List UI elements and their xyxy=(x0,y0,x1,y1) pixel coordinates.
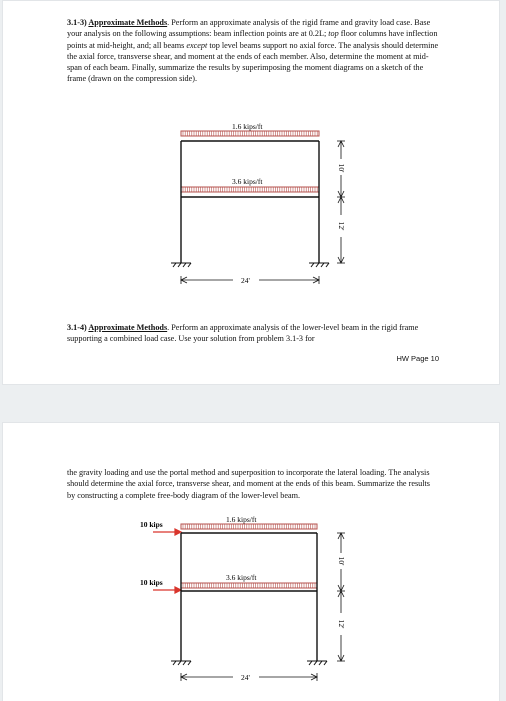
hw-page-footer: HW Page 10 xyxy=(396,354,439,363)
story-dimensions xyxy=(337,533,345,661)
rigid-frame xyxy=(181,141,319,263)
problem-3-1-4-text xyxy=(67,322,439,345)
span-label: 24' xyxy=(241,276,250,285)
top-load-label: 1.6 kips/ft xyxy=(226,515,257,524)
next-problem-title: Approximate Methods xyxy=(88,323,168,332)
lateral-load-bottom-label: 10 kips xyxy=(140,578,163,587)
next-problem-number: 3.1-4) xyxy=(67,323,87,332)
problem-body-part2: floor columns have inflection points at mid-height, and; all beams xyxy=(67,29,438,50)
lateral-load-top-arrow xyxy=(153,529,181,535)
right-fixed-support xyxy=(309,263,329,267)
problem-number: 3.1-3) xyxy=(67,18,87,27)
left-fixed-support xyxy=(171,661,191,665)
story-dimensions xyxy=(337,141,345,263)
document-page-2 xyxy=(2,422,500,701)
lateral-load-bottom-arrow xyxy=(153,587,181,593)
problem-italic-top: top xyxy=(328,29,339,39)
problem-body-part1: . Perform an approximate analysis of the rigid frame and gravity load case. Base your analysis on the following assumptions: beam inflection points are at 0.2L; xyxy=(67,18,431,39)
document-page-1 xyxy=(2,0,500,385)
next-problem-body: . Perform an approximate analysis of the lower-level beam in the rigid frame supporting a combined load case. Use your solution from problem 3.1-3 for xyxy=(67,323,419,344)
rigid-frame xyxy=(181,533,317,661)
right-fixed-support xyxy=(307,661,327,665)
top-story-height-label: 10' xyxy=(337,163,346,173)
lower-load-label: 3.6 kips/ft xyxy=(232,177,263,186)
problem-body-part3: top level beams support no axial force. The analysis should determine the axial force, transverse shear, and moment at the ends of each member. Also, determine the moment at mid-span of each beam. Finally, summarize the results by superimposing the moment diagrams on a sketch of the frame (drawn on the compression side). xyxy=(67,40,439,84)
problem-italic-except: except xyxy=(186,40,208,50)
left-fixed-support xyxy=(171,263,191,267)
lateral-load-top-label: 10 kips xyxy=(140,520,163,529)
top-story-height-label: 10' xyxy=(337,556,346,566)
lower-load-label: 3.6 kips/ft xyxy=(226,573,257,582)
continuation-text: the gravity loading and use the portal method and superposition to incorporate the lateral loading. The analysis should determine the axial force, transverse shear, and moment at the ends of this beam. Summarize the results by constructing a complete free-body diagram of the lower-level beam. xyxy=(67,468,430,500)
span-dimension xyxy=(181,276,319,284)
top-distributed-load xyxy=(181,131,319,136)
lower-distributed-load xyxy=(181,187,319,192)
bottom-story-height-label: 12' xyxy=(337,221,346,231)
span-label: 24' xyxy=(241,673,250,682)
lower-distributed-load xyxy=(181,583,317,588)
top-distributed-load xyxy=(181,524,317,529)
top-load-label: 1.6 kips/ft xyxy=(232,122,263,131)
problem-title: Approximate Methods xyxy=(88,18,168,27)
frame-figure-lateral xyxy=(3,423,499,701)
bottom-story-height-label: 12' xyxy=(337,619,346,629)
